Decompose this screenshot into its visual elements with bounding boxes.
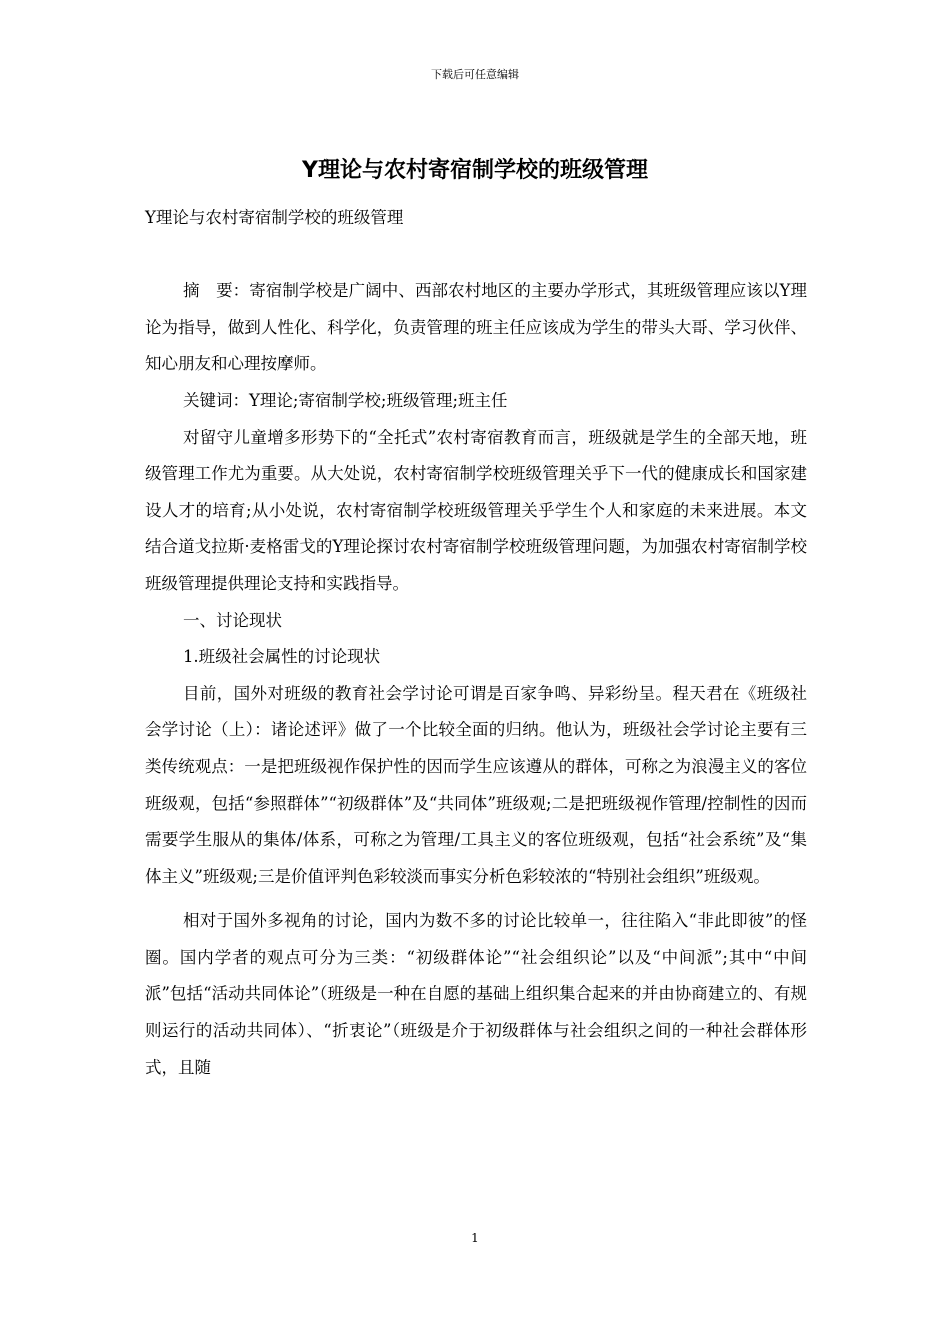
- document-body: [145, 200, 807, 1086]
- blank-line: [145, 237, 807, 274]
- intro-paragraph: 对留守儿童增多形势下的“全托式”农村寄宿教育而言，班级就是学生的全部天地，班级管理工作尤为重要。从大处说，农村寄宿制学校班级管理关乎下一代的健康成长和国家建设人才的培育;从小处说，农村寄宿制学校班级管理关乎学生个人和家庭的未来进展。本文结合道戈拉斯·麦格雷戈的Y理论探讨农村寄宿制学校班级管理问题，为加强农村寄宿制学校班级管理提供理论支持和实践指导。: [145, 427, 807, 593]
- keywords-paragraph: 关键词：Y理论;寄宿制学校;班级管理;班主任: [182, 390, 508, 410]
- subsection-heading: 1.班级社会属性的讨论现状: [182, 647, 381, 667]
- body-paragraph-1: 目前，国外对班级的教育社会学讨论可谓是百家争鸣、异彩纷呈。程天君在《班级社会学讨论（上）：诸论述评》做了一个比较全面的归纳。他认为，班级社会学讨论主要有三类传统观点：一是把班级视作保护性的因而学生应该遵从的群体，可称之为浪漫主义的客位班级观，包括“参照群体”“初级群体”及“共同体”班级观;二是把班级视作管理/控制性的因而需要学生服从的集体/体系，可称之为管理/工具主义的客位班级观，包括“社会系统”及“集体主义”班级观;三是价值评判色彩较淡而事实分析色彩较浓的“特别社会组织”班级观。: [145, 683, 807, 886]
- page-number: 1: [471, 1231, 479, 1245]
- abstract-paragraph: 摘 要：寄宿制学校是广阔中、西部农村地区的主要办学形式，其班级管理应该以Y理论为指导，做到人性化、科学化，负责管理的班主任应该成为学生的带头大哥、学习伙伴、知心朋友和心理按摩师。: [145, 281, 807, 374]
- document-title: Y理论与农村寄宿制学校的班级管理: [302, 158, 648, 183]
- body-paragraph-2: 相对于国外多视角的讨论，国内为数不多的讨论比较单一，往往陷入“非此即彼”的怪圈。国内学者的观点可分为三类：“初级群体论”“社会组织论”以及“中间派”;其中“中间派”包括“活动共同体论”（班级是一种在自愿的基础上组织集合起来的并由协商建立的、有规则运行的活动共同体）、“折衷论”（班级是介于初级群体与社会组织之间的一种社会群体形式，且随: [145, 911, 807, 1077]
- section-heading: 一、讨论现状: [182, 610, 282, 630]
- page-header: 下载后可任意编辑: [431, 68, 519, 81]
- subtitle-paragraph: Y理论与农村寄宿制学校的班级管理: [145, 208, 404, 227]
